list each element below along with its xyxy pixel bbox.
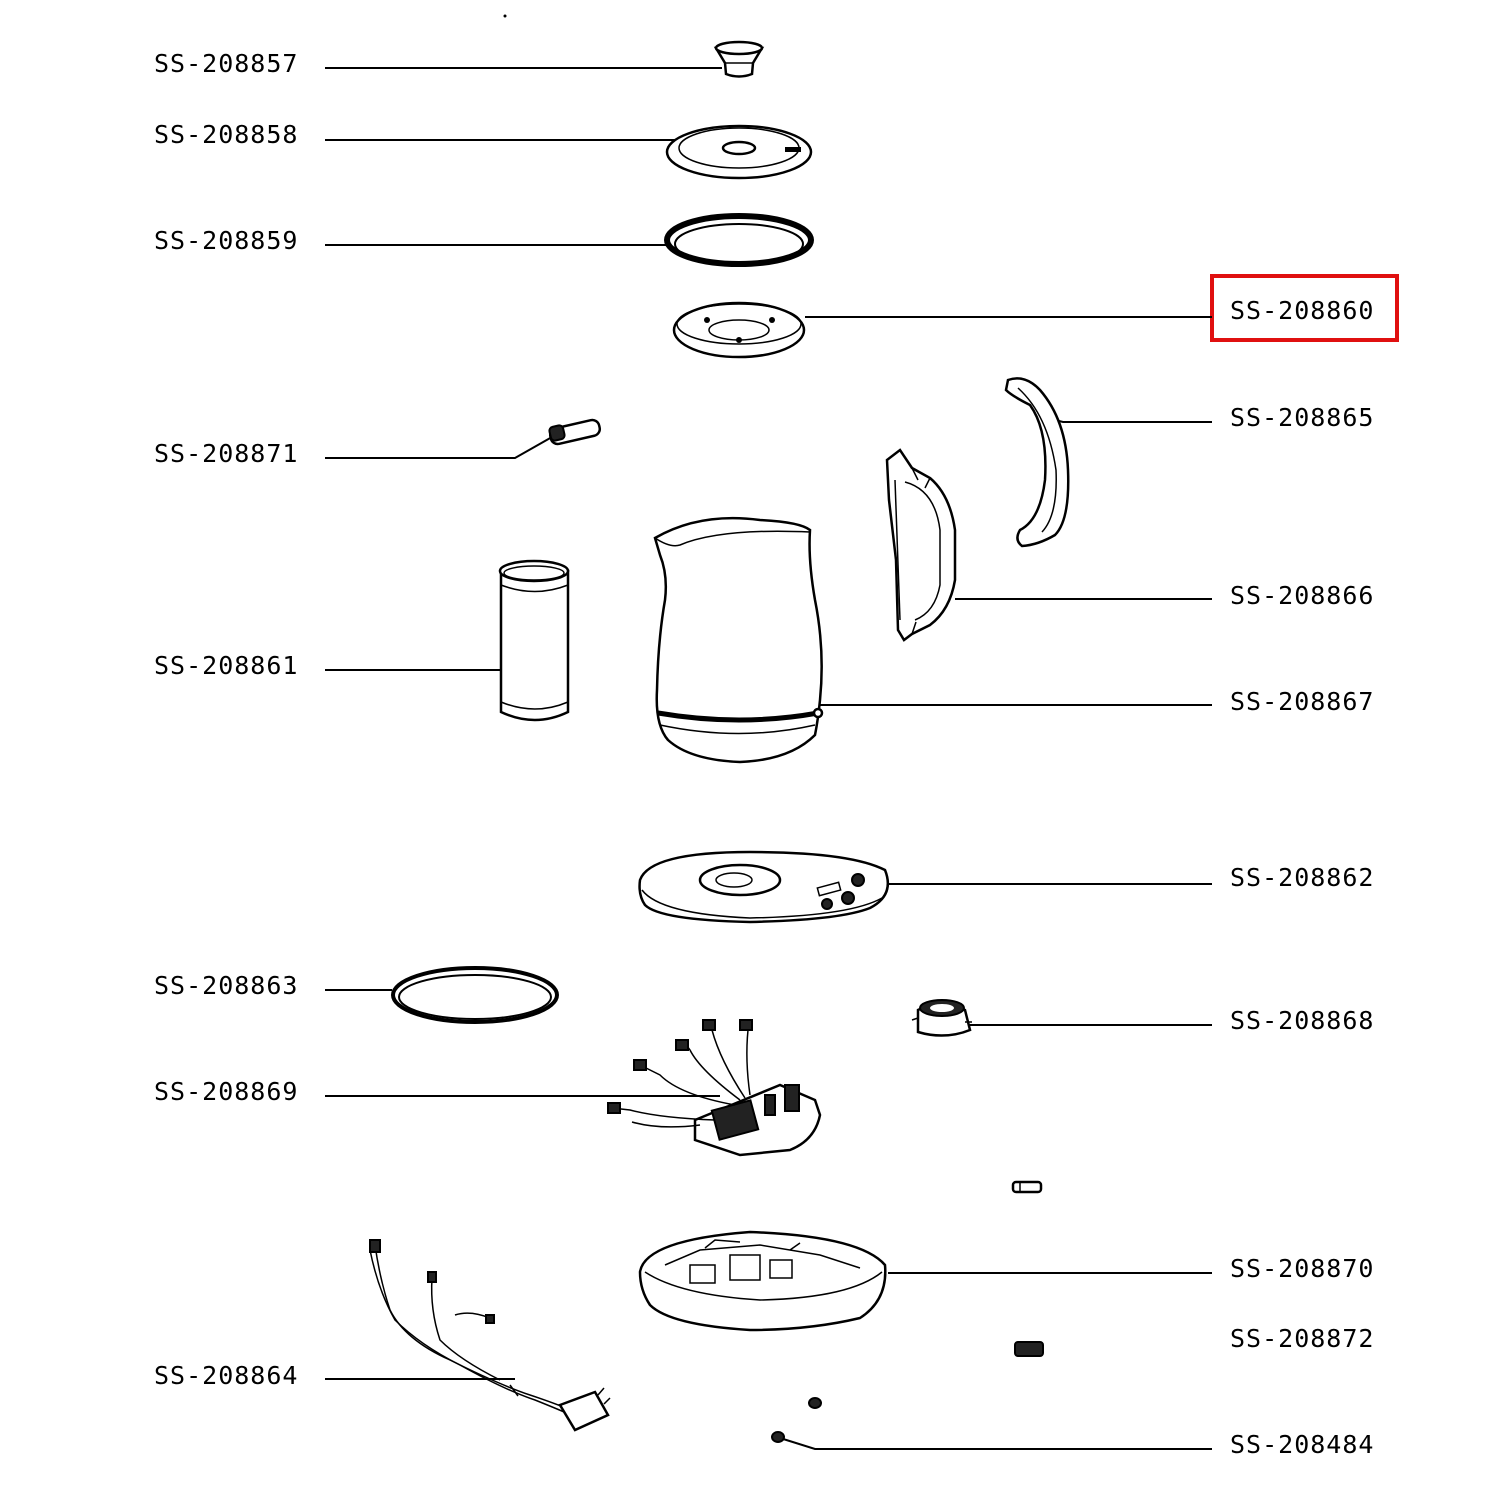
part-jug-body (655, 518, 822, 762)
label-ss-208859: SS-208859 (154, 226, 299, 255)
part-power-cord (370, 1240, 610, 1430)
part-base-housing (640, 1232, 885, 1330)
part-filter-tube (500, 561, 568, 720)
label-ss-208863: SS-208863 (154, 971, 299, 1000)
label-ss-208872: SS-208872 (1230, 1324, 1375, 1353)
label-ss-208869: SS-208869 (154, 1077, 299, 1106)
part-lid (667, 126, 811, 178)
part-foot-pad (1015, 1342, 1043, 1356)
label-ss-208868: SS-208868 (1230, 1006, 1375, 1035)
dot-mark (504, 15, 507, 18)
part-base-gasket (393, 968, 557, 1022)
label-ss-208858: SS-208858 (154, 120, 299, 149)
label-ss-208865: SS-208865 (1230, 403, 1375, 432)
label-ss-208871: SS-208871 (154, 439, 299, 468)
label-ss-208864: SS-208864 (154, 1361, 299, 1390)
label-ss-208860: SS-208860 (1230, 296, 1375, 325)
label-ss-208861: SS-208861 (154, 651, 299, 680)
label-ss-208862: SS-208862 (1230, 863, 1375, 892)
part-handle (887, 450, 955, 640)
part-control-plate (640, 852, 888, 922)
label-ss-208857: SS-208857 (154, 49, 299, 78)
part-feet (772, 1398, 821, 1442)
part-control-board (608, 1020, 820, 1155)
label-ss-208484: SS-208484 (1230, 1430, 1375, 1459)
part-small-pin (549, 419, 602, 446)
label-ss-208866: SS-208866 (1230, 581, 1375, 610)
part-knob (716, 42, 762, 77)
part-clip (1013, 1182, 1041, 1192)
part-power-connector (912, 1000, 972, 1036)
part-filter-plate (674, 303, 804, 357)
label-ss-208870: SS-208870 (1230, 1254, 1375, 1283)
part-lid-seal (667, 216, 811, 264)
label-ss-208867: SS-208867 (1230, 687, 1375, 716)
part-handle-cover (1006, 378, 1068, 546)
